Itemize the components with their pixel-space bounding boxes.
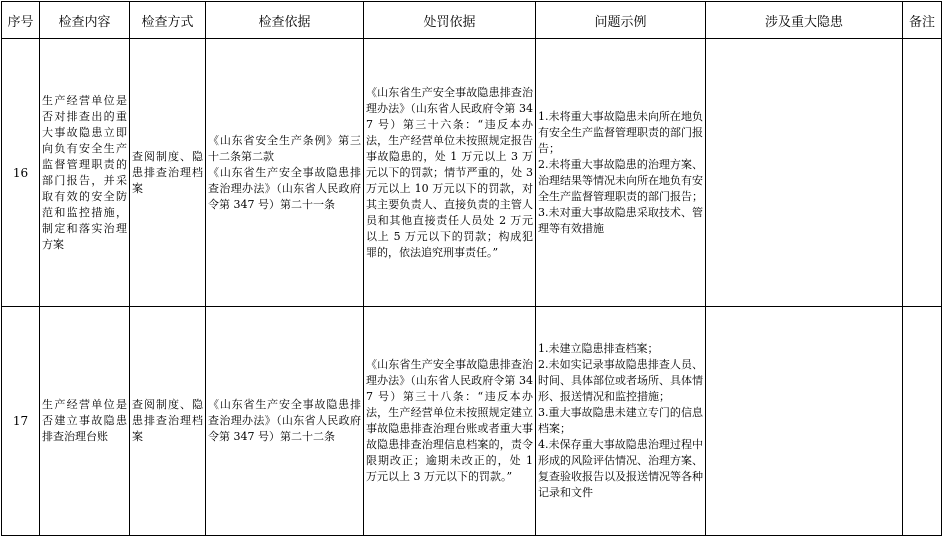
row-basis — [206, 39, 364, 307]
row-examples — [536, 39, 706, 307]
example-item: 1.未将重大事故隐患未向所在地负有安全生产监督管理职责的部门报告； — [538, 109, 703, 155]
row-penalty: 《山东省生产安全事故隐患排查治理办法》（山东省人民政府令第 347 号）第三十六条：“违反本办法，生产经营单位未按照规定报告事故隐患的，处 1 万元以上 3 万元以下的罚款；情节严重的，处 3 万元以上 10 万元以下的罚款，对其主要负责人、直接负责的主管人员和其他直接责任人员处 2 万元以上 5 万元以下的罚款；构成犯罪的，依法追究刑事责任。” — [364, 39, 536, 307]
header-index: 序号 — [2, 2, 40, 39]
row-method: 查阅制度、隐患排查治理档案 — [130, 307, 206, 536]
row-method: 查阅制度、隐患排查治理档案 — [130, 39, 206, 307]
header-basis: 检查依据 — [206, 2, 364, 39]
table-row — [2, 39, 942, 307]
row-examples — [536, 307, 706, 536]
header-penalty: 处罚依据 — [364, 2, 536, 39]
example-item: 2.未将重大事故隐患的治理方案、治理结果等情况未向所在地负有安全生产监督管理职责的部门报告； — [538, 157, 703, 203]
row-index: 16 — [2, 39, 40, 307]
inspection-table — [1, 1, 942, 536]
basis-line: 《山东省生产安全事故隐患排查治理办法》（山东省人民政府令第 347 号）第二十一条 — [208, 165, 361, 211]
row-content: 生产经营单位是否对排查出的重大事故隐患立即向负有安全生产监督管理职责的部门报告，并采取有效的安全防范和监控措施，制定和落实治理方案 — [40, 39, 130, 307]
header-method: 检查方式 — [130, 2, 206, 39]
row-major-hazard — [706, 307, 903, 536]
table-row — [2, 307, 942, 536]
row-remarks — [903, 39, 942, 307]
example-item: 4.未保存重大事故隐患治理过程中形成的风险评估情况、治理方案、复查验收报告以及报送情况等各种记录和文件 — [538, 438, 703, 499]
header-content: 检查内容 — [40, 2, 130, 39]
example-item: 3.重大事故隐患未建立专门的信息档案； — [538, 406, 703, 435]
row-basis — [206, 307, 364, 536]
basis-line: 《山东省安全生产条例》第三十二条第二款 — [208, 133, 361, 163]
row-index: 17 — [2, 307, 40, 536]
basis-line: 《山东省生产安全事故隐患排查治理办法》（山东省人民政府令第 347 号）第二十二条 — [208, 398, 361, 443]
header-row — [2, 2, 942, 39]
example-item: 1.未建立隐患排查档案； — [538, 342, 659, 355]
row-major-hazard — [706, 39, 903, 307]
example-item: 2.未如实记录事故隐患排查人员、时间、具体部位或者场所、具体情形、报送情况和监控措施； — [538, 358, 703, 403]
header-major-hazard: 涉及重大隐患 — [706, 2, 903, 39]
row-content: 生产经营单位是否建立事故隐患排查治理台账 — [40, 307, 130, 536]
row-remarks — [903, 307, 942, 536]
header-remarks: 备注 — [903, 2, 942, 39]
example-item: 3.未对重大事故隐患采取技术、管理等有效措施 — [538, 205, 703, 235]
header-examples: 问题示例 — [536, 2, 706, 39]
row-penalty: 《山东省生产安全事故隐患排查治理办法》（山东省人民政府令第 347 号）第三十八条：“违反本办法，生产经营单位未按照规定建立事故隐患排查治理台账或者重大事故隐患排查治理信息档案的，责令限期改正；逾期未改正的，处 1 万元以上 3 万元以下的罚款。” — [364, 307, 536, 536]
